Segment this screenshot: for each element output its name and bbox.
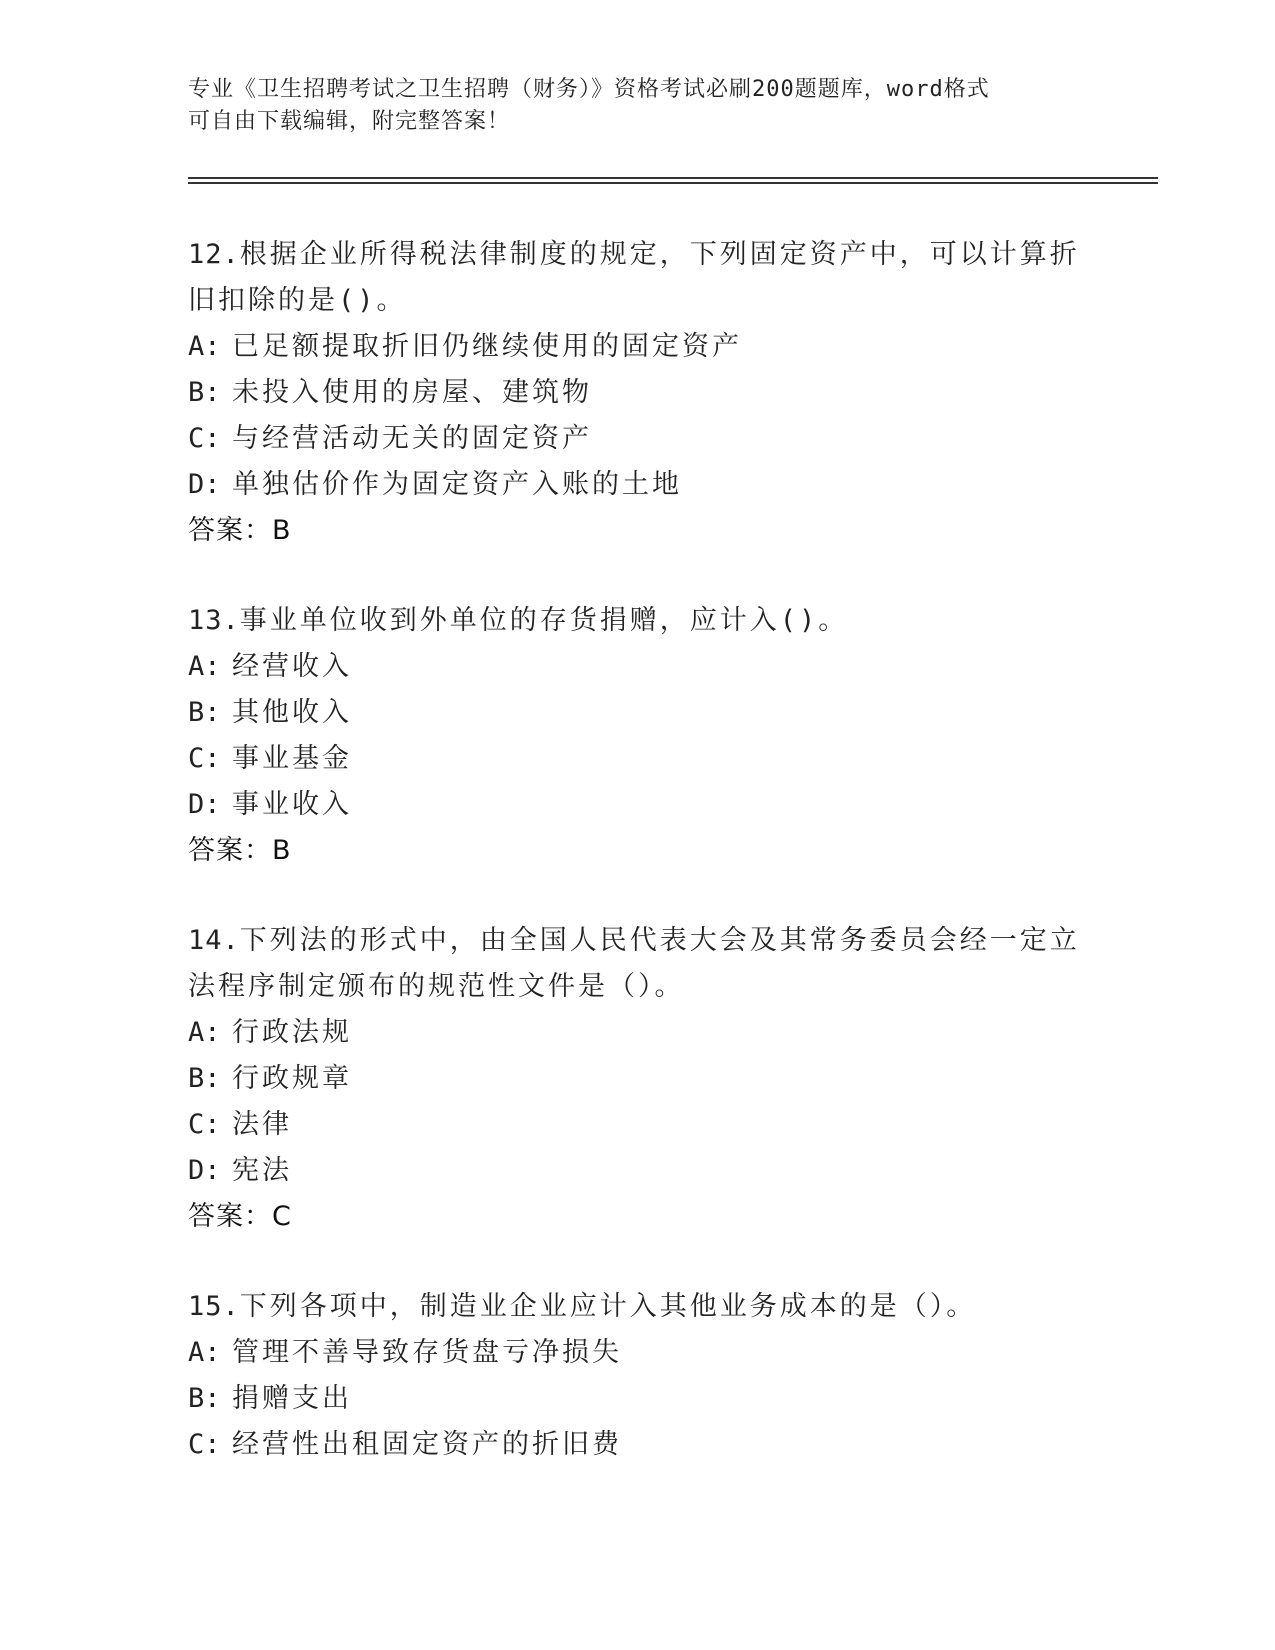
question-text: 根据企业所得税法律制度的规定，下列固定资产中，可以计算折旧扣除的是()。	[188, 239, 1080, 316]
document-header	[188, 74, 1068, 138]
option-text: 单独估价作为固定资产入账的土地	[232, 469, 682, 500]
question-text: 下列各项中，制造业企业应计入其他业务成本的是（）。	[239, 1291, 977, 1322]
option-d	[188, 462, 1088, 508]
question-stem	[188, 598, 1088, 644]
question-text: 事业单位收到外单位的存货捐赠，应计入()。	[239, 605, 849, 636]
question-14	[188, 918, 1088, 1240]
question-list	[188, 232, 1088, 1512]
option-letter: B:	[188, 1063, 221, 1094]
option-text: 宪法	[232, 1155, 292, 1186]
option-c	[188, 1422, 1088, 1468]
option-b	[188, 1056, 1088, 1102]
option-letter: B:	[188, 377, 221, 408]
answer-line: 答案：B	[188, 835, 292, 866]
question-text: 下列法的形式中，由全国人民代表大会及其常务委员会经一定立法程序制定颁布的规范性文件是（）。	[188, 925, 1080, 1002]
option-letter: C:	[188, 1429, 221, 1460]
question-number: 12.	[188, 239, 240, 270]
option-c	[188, 736, 1088, 782]
option-d	[188, 1148, 1088, 1194]
option-text: 未投入使用的房屋、建筑物	[232, 377, 592, 408]
option-letter: A:	[188, 1337, 221, 1368]
question-number: 14.	[188, 925, 240, 956]
option-c	[188, 1102, 1088, 1148]
option-letter: B:	[188, 1383, 221, 1414]
option-letter: C:	[188, 1109, 221, 1140]
option-text: 已足额提取折旧仍继续使用的固定资产	[232, 331, 742, 362]
option-letter: B:	[188, 697, 221, 728]
question-number: 13.	[188, 605, 240, 636]
answer-line: 答案：B	[188, 515, 292, 546]
option-a	[188, 644, 1088, 690]
option-letter: A:	[188, 331, 221, 362]
option-a	[188, 324, 1088, 370]
header-line-1: 专业《卫生招聘考试之卫生招聘（财务）》资格考试必刷200题题库，word格式	[188, 77, 990, 102]
question-12	[188, 232, 1088, 554]
option-letter: D:	[188, 789, 221, 820]
question-15	[188, 1284, 1088, 1468]
option-text: 事业收入	[232, 789, 352, 820]
option-letter: D:	[188, 469, 221, 500]
question-13	[188, 598, 1088, 874]
option-b	[188, 370, 1088, 416]
option-letter: C:	[188, 743, 221, 774]
option-letter: A:	[188, 651, 221, 682]
option-text: 行政规章	[232, 1063, 352, 1094]
header-divider-top	[188, 177, 1158, 179]
option-text: 与经营活动无关的固定资产	[232, 423, 592, 454]
option-letter: D:	[188, 1155, 221, 1186]
question-stem	[188, 232, 1088, 324]
question-stem	[188, 918, 1088, 1010]
header-divider-bottom	[188, 182, 1158, 184]
question-number: 15.	[188, 1291, 240, 1322]
option-b	[188, 690, 1088, 736]
option-d	[188, 782, 1088, 828]
option-c	[188, 416, 1088, 462]
header-line-2: 可自由下载编辑，附完整答案！	[188, 109, 511, 134]
option-text: 法律	[232, 1109, 292, 1140]
option-text: 管理不善导致存货盘亏净损失	[232, 1337, 622, 1368]
option-letter: C:	[188, 423, 221, 454]
option-text: 经营收入	[232, 651, 352, 682]
option-text: 捐赠支出	[232, 1383, 352, 1414]
option-text: 经营性出租固定资产的折旧费	[232, 1429, 622, 1460]
question-stem	[188, 1284, 1088, 1330]
answer-line: 答案：C	[188, 1201, 292, 1232]
option-b	[188, 1376, 1088, 1422]
option-a	[188, 1330, 1088, 1376]
option-a	[188, 1010, 1088, 1056]
option-text: 行政法规	[232, 1017, 352, 1048]
option-text: 其他收入	[232, 697, 352, 728]
option-text: 事业基金	[232, 743, 352, 774]
option-letter: A:	[188, 1017, 221, 1048]
